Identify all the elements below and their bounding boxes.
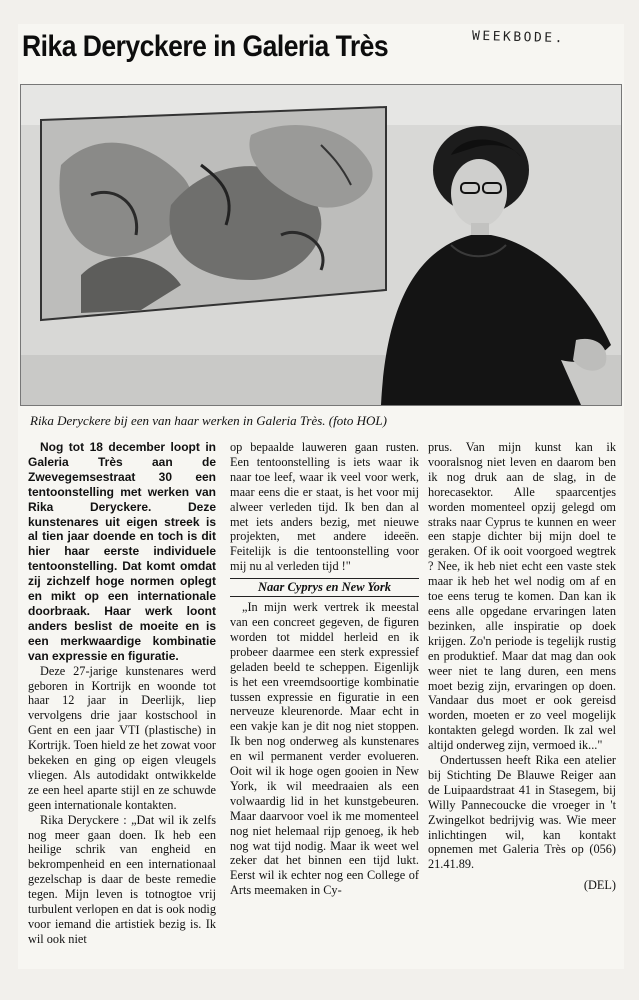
- article-column-2: [230, 440, 419, 898]
- photo-caption: Rika Deryckere bij een van haar werken in Galeria Très. (foto HOL): [30, 413, 387, 428]
- article-paragraph: „In mijn werk vertrek ik meestal van een concreet gegeven, de figuren worden tot middel herleid en ik probeer daarmee een sterk expressief geladen beeld te scheppen. Eigenlijk is het een vreemdsoortige kombinatie tussen expressie en figuratie in een nerveuze kleurenorde. Maar echt in een vakje kan je dit nog niet stoppen. Ik ben nog onderweg als kunstenares en wil permanent verder evolueren. Ooit wil ik hoge ogen gooien in New York, ik wil meedraaien als een volwaardig lid in het kunstgebeuren. Maar daarvoor voel ik me momenteel nog niet helemaal rijp genoeg, ik heb nog wat tijd nodig. Maar ik weet wel zeker dat het binnen een tijd lukt. Eerst wil ik echter nog een College of Arts meemaken in Cy-: [230, 600, 419, 898]
- artist-with-painting-image: [21, 85, 621, 405]
- article-column-3: [428, 440, 616, 893]
- article-subheading: Naar Cyprys en New York: [230, 578, 419, 597]
- article-paragraph: Deze 27-jarige kunstenares werd geboren in Kortrijk en woonde tot haar 12 jaar in Deerlijk, liep vervolgens drie jaar kostschool in Gent en een jaar VTI (plastische) in Kortrijk. Toen hield ze het zowat voor bekeken en ging op eigen vleugels vliegen. Als autodidakt ontwikkelde ze een heel aparte stijl en ze schuwde geen internationale kontakten.: [28, 663, 216, 812]
- article-lead-paragraph: Nog tot 18 december loopt in Galeria Très aan de Zwevegemsestraat 30 een tentoonstelling met werken van Rika Deryckere. Deze kunstenares uit eigen streek is al tien jaar doende en toch is dit hier haar eerste individuele tentoonstelling. Dat komt omdat zij zichzelf hoge normen oplegt en mikt op een internationale doorbraak. Haar werk loont anders beslist de moeite en is een merkwaardige kombinatie van expressie en figuratie.: [28, 440, 216, 663]
- author-byline: (DEL): [583, 878, 616, 893]
- article-paragraph: prus. Van mijn kunst kan ik vooralsnog niet leven en daarom ben ik nog druk aan de slag, in de horecasektor. Alle spaarcentjes worden momenteel opzij gelegd om straks naar Cyprus te kunnen en weer een stapje dichter bij mijn doel te geraken. Of ik ooit voorgoed wegtrek ? Nee, ik heb niet echt een vaste stek maar ik heb het wel nodig om af en toe eens terug te komen. Dan kan ik eens alle opgedane ervaringen laten bezinken, alle inspiratie op doek krijgen. Zo'n periode is tegelijk rustig en produktief. Maar dat mag dan ook weer niet te lang duren, een mens moet bezig zijn, ervaringen op doen. Vandaar dus moet er ook gereisd worden, moeten er zo veel mogelijk kontakten gelegd worden. Ik zal wel altijd onderweg zijn, vermoed ik...": [428, 440, 616, 753]
- handwritten-source-note: WEEKBODE.: [471, 28, 566, 47]
- article-photo: [20, 84, 622, 406]
- article-paragraph: op bepaalde lauweren gaan rusten. Een tentoonstelling is iets waar ik naar toe leef, waar ik veel voor werk, maar eens die er staat, is het voor mij alweer verleden tijd. Ik ben dan al met iets anders bezig, met nieuwe projekten, met andere ideeën. Feitelijk is die tentoonstelling voor mij nu al verleden tijd !": [230, 440, 419, 574]
- article-paragraph: Rika Deryckere : „Dat wil ik zelfs nog meer gaan doen. Ik heb een heilige schrik van engheid en bekrompenheid en een internationaal gezelschap is daar de beste remedie tegen. Mijn leven is totnogtoe vrij turbulent verlopen en dat is ook nodig voor iemand die artistiek bezig is. Ik wil ook niet: [28, 812, 216, 946]
- article-column-1: [28, 440, 216, 947]
- article-headline: Rika Deryckere in Galeria Très: [22, 30, 389, 63]
- article-paragraph: Ondertussen heeft Rika een atelier bij Stichting De Blauwe Reiger aan de Luipaardstraat 41 in Stasegem, bij Willy Pannecoucke die vroeger in 't Zwingelkot bedrijvig was. Wie meer inlichtingen wil, kan kontakt opnemen met Galeria Très op (056) 21.41.89.: [428, 753, 616, 872]
